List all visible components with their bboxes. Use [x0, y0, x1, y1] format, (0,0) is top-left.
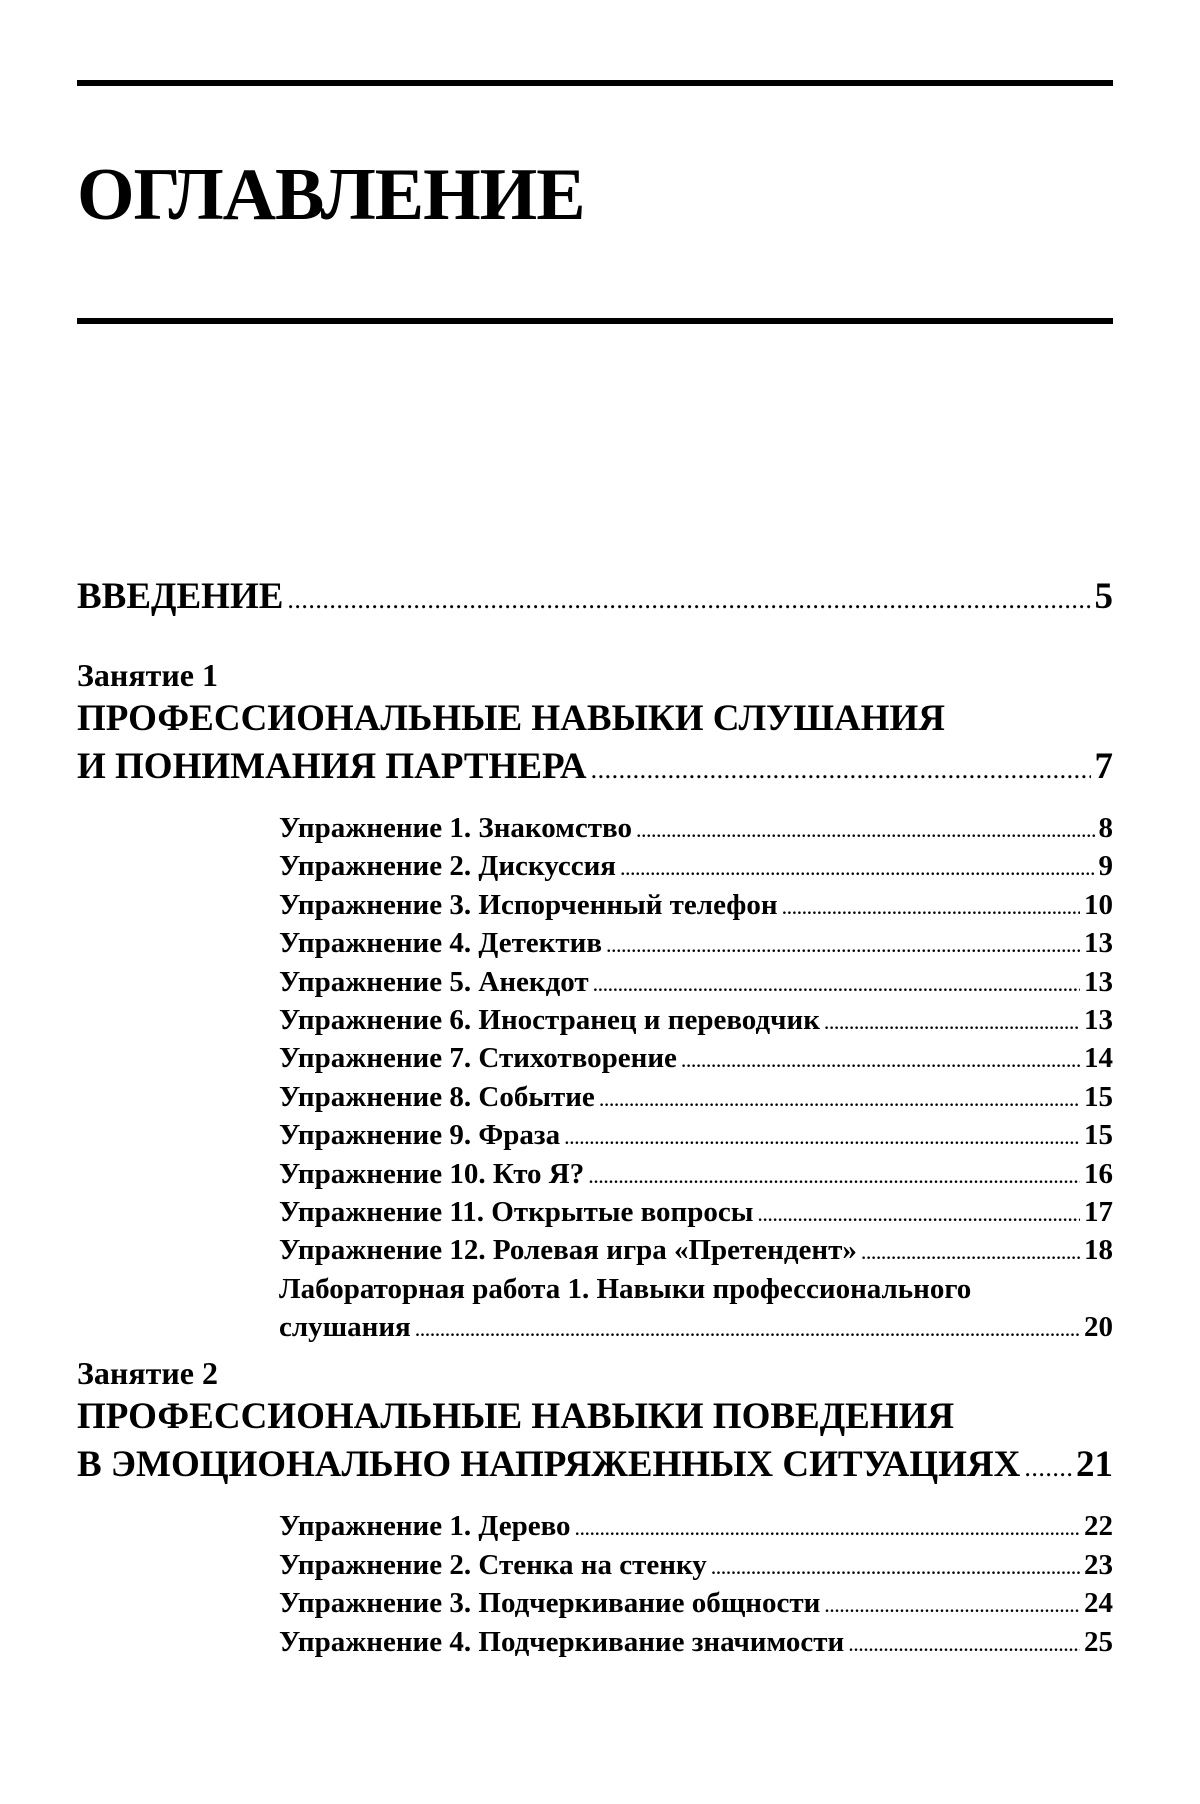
exercise-entry[interactable]: [279, 1119, 1113, 1157]
dot-leader: [591, 746, 1091, 794]
dot-leader: [1024, 1444, 1072, 1492]
lesson-label: Занятие 2: [77, 1355, 218, 1392]
exercise-entry[interactable]: [279, 1510, 1113, 1548]
page-number: 21: [1076, 1444, 1113, 1486]
lesson-2-section: [77, 1353, 1113, 1664]
exercise-title: Упражнение 10. Кто Я?: [279, 1157, 585, 1190]
page-number: 8: [1098, 812, 1113, 844]
page-number: 14: [1084, 1042, 1113, 1075]
page-number: 16: [1084, 1157, 1113, 1190]
exercise-title: Упражнение 9. Фраза: [279, 1119, 561, 1152]
dot-leader: [564, 1124, 1080, 1150]
dot-leader: [287, 585, 1090, 615]
toc-entry-label: ВВЕДЕНИЕ: [77, 576, 284, 617]
page-number: 25: [1084, 1625, 1113, 1658]
page-number: 22: [1084, 1510, 1113, 1543]
dot-leader: [782, 894, 1080, 920]
lesson-title[interactable]: [77, 695, 1113, 794]
page-number: 13: [1084, 965, 1113, 998]
exercise-entry[interactable]: [279, 850, 1113, 888]
exercise-entry[interactable]: [279, 1004, 1113, 1042]
exercise-title: Упражнение 11. Открытые вопросы: [279, 1195, 754, 1228]
lesson-title-line: ПРОФЕССИОНАЛЬНЫЕ НАВЫКИ СЛУШАНИЯ: [77, 698, 945, 739]
page-number: 17: [1084, 1195, 1113, 1228]
exercise-title: Упражнение 5. Анекдот: [279, 965, 589, 998]
page-number: 15: [1084, 1119, 1113, 1152]
lab-work-entry[interactable]: [279, 1273, 1113, 1350]
page-number: 13: [1084, 1003, 1113, 1036]
toc-entry-introduction[interactable]: [77, 575, 1113, 625]
dot-leader: [415, 1316, 1080, 1342]
exercise-entry[interactable]: [279, 1081, 1113, 1119]
dot-leader: [593, 971, 1080, 997]
lesson-title-line: И ПОНИМАНИЯ ПАРТНЕРА: [77, 746, 587, 787]
page-number: 10: [1084, 888, 1113, 921]
page-title: ОГЛАВЛЕНИЕ: [77, 154, 585, 236]
dot-leader: [606, 932, 1080, 958]
dot-leader: [575, 1515, 1080, 1541]
top-rule: [77, 80, 1113, 86]
dot-leader: [824, 1592, 1080, 1618]
lesson-title-line: В ЭМОЦИОНАЛЬНО НАПРЯЖЕННЫХ СИТУАЦИЯХ: [77, 1444, 1021, 1486]
exercise-title: Упражнение 2. Дискуссия: [279, 850, 616, 883]
page-number: 7: [1094, 746, 1113, 787]
lesson-title[interactable]: [77, 1393, 1113, 1492]
exercise-list: [279, 812, 1113, 1349]
dot-leader: [599, 1086, 1080, 1112]
exercise-title: Упражнение 12. Ролевая игра «Претендент»: [279, 1234, 857, 1267]
bottom-rule: [77, 318, 1113, 324]
dot-leader: [681, 1047, 1080, 1073]
exercise-entry[interactable]: [279, 1158, 1113, 1196]
exercise-title: Упражнение 1. Дерево: [279, 1510, 571, 1543]
exercise-entry[interactable]: [279, 1234, 1113, 1272]
dot-leader: [588, 1163, 1080, 1189]
dot-leader: [848, 1631, 1080, 1657]
lesson-1-section: [77, 655, 1113, 1349]
exercise-entry[interactable]: [279, 1549, 1113, 1587]
exercise-entry[interactable]: [279, 1626, 1113, 1664]
exercise-title: Упражнение 3. Испорченный телефон: [279, 888, 778, 921]
exercise-list: [279, 1510, 1113, 1664]
exercise-entry[interactable]: [279, 927, 1113, 965]
table-of-contents: [77, 575, 1113, 1664]
exercise-entry[interactable]: [279, 1042, 1113, 1080]
exercise-entry[interactable]: [279, 1196, 1113, 1234]
page-number: 24: [1084, 1587, 1113, 1620]
page-number: 5: [1094, 576, 1113, 617]
exercise-title: Упражнение 3. Подчеркивание общности: [279, 1587, 821, 1620]
page-number: 18: [1084, 1234, 1113, 1267]
lab-work-title-continued: слушания: [279, 1311, 411, 1344]
page-number: 20: [1084, 1311, 1113, 1344]
exercise-entry[interactable]: [279, 1587, 1113, 1625]
dot-leader: [824, 1009, 1080, 1035]
exercise-title: Упражнение 6. Иностранец и переводчик: [279, 1003, 820, 1036]
page-number: 15: [1084, 1080, 1113, 1113]
exercise-title: Упражнение 2. Стенка на стенку: [279, 1548, 707, 1581]
page-number: 9: [1098, 850, 1113, 883]
exercise-title: Упражнение 7. Стихотворение: [279, 1042, 677, 1075]
exercise-title: Упражнение 1. Знакомство: [279, 812, 633, 844]
exercise-title: Упражнение 8. Событие: [279, 1080, 595, 1113]
exercise-entry[interactable]: [279, 966, 1113, 1004]
dot-leader: [711, 1554, 1080, 1580]
exercise-title: Упражнение 4. Детектив: [279, 927, 603, 960]
dot-leader: [861, 1239, 1080, 1265]
dot-leader: [620, 855, 1095, 881]
dot-leader: [636, 817, 1094, 843]
page-number: 23: [1084, 1548, 1113, 1581]
exercise-entry[interactable]: [279, 889, 1113, 927]
page-number: 13: [1084, 927, 1113, 960]
lesson-title-line: ПРОФЕССИОНАЛЬНЫЕ НАВЫКИ ПОВЕДЕНИЯ: [77, 1396, 955, 1438]
lab-work-title: Лабораторная работа 1. Навыки профессионального: [279, 1272, 972, 1305]
exercise-entry[interactable]: [279, 812, 1113, 850]
lesson-label: Занятие 1: [77, 657, 218, 693]
dot-leader: [757, 1201, 1080, 1227]
exercise-title: Упражнение 4. Подчеркивание значимости: [279, 1625, 845, 1658]
